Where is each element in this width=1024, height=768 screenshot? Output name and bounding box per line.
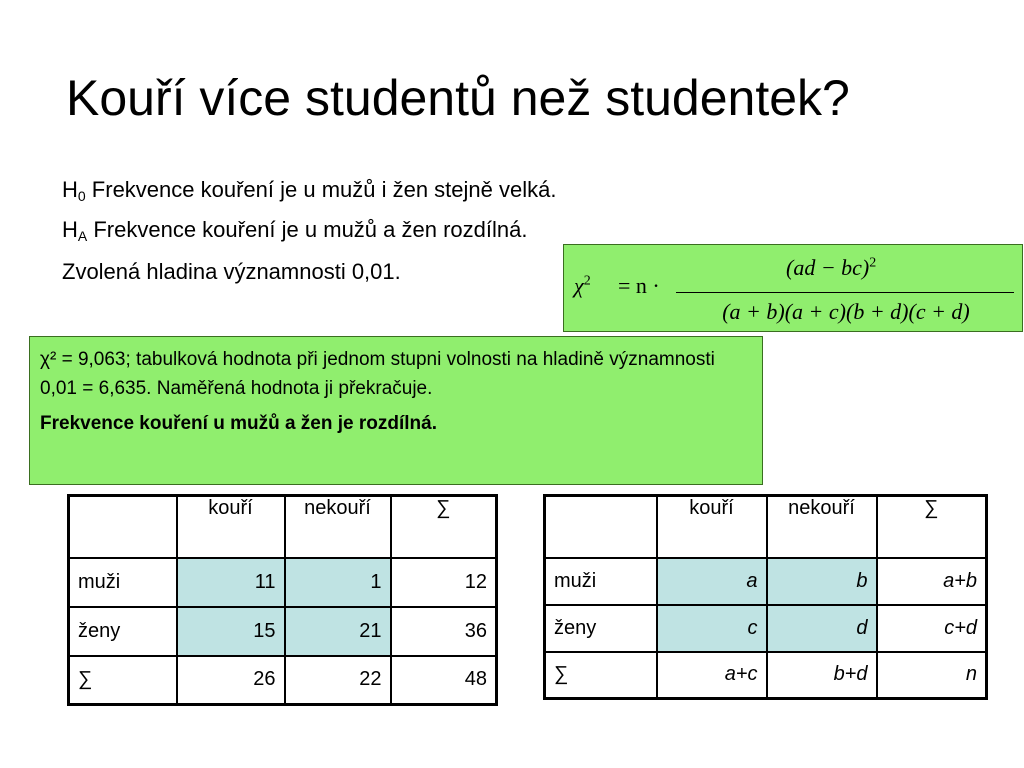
row-label: ženy xyxy=(69,607,177,656)
table-cell: b xyxy=(767,558,877,605)
table-header-cell xyxy=(69,496,177,558)
table-header-cell: ∑ xyxy=(391,496,497,558)
values-table xyxy=(67,494,498,706)
null-hypothesis xyxy=(62,176,556,210)
row-label: ∑ xyxy=(545,652,657,699)
table-header-row xyxy=(69,496,497,558)
table-header-cell: kouří xyxy=(177,496,285,558)
chi-square-formula xyxy=(563,244,1023,332)
table-cell: n xyxy=(877,652,987,699)
table-cell: 12 xyxy=(391,558,497,607)
table-cell: 22 xyxy=(285,656,391,705)
table-cell: b+d xyxy=(767,652,877,699)
table-row xyxy=(69,607,497,656)
result-box xyxy=(29,336,763,485)
formula-equals: = n · xyxy=(618,273,660,298)
table-header-cell: kouří xyxy=(657,496,767,558)
table-header-cell: nekouří xyxy=(767,496,877,558)
formula-denominator-text: (a + b)(a + c)(b + d)(c + d) xyxy=(722,299,970,324)
significance-level: Zvolená hladina významnosti 0,01. xyxy=(62,259,401,284)
table-header-cell: ∑ xyxy=(877,496,987,558)
row-label: muži xyxy=(545,558,657,605)
table-row xyxy=(545,558,987,605)
table-cell: a xyxy=(657,558,767,605)
slide-title: Kouří více studentů než studentek? xyxy=(66,70,850,126)
result-text: χ² = 9,063; tabulková hodnota při jednom stupni volnosti na hladině významnosti 0,01 = 6,635. Naměřená hodnota ji překračuje. xyxy=(40,349,715,399)
h0-subscript: 0 xyxy=(77,188,86,204)
formula-numerator xyxy=(786,255,876,281)
table-header-cell: nekouří xyxy=(285,496,391,558)
table-cell: 26 xyxy=(177,656,285,705)
formula-numerator-text: (ad − bc) xyxy=(786,255,870,280)
formula-denominator xyxy=(676,299,1016,325)
table-cell: c xyxy=(657,605,767,652)
row-label: ženy xyxy=(545,605,657,652)
table-row xyxy=(69,656,497,705)
h0-text: Frekvence kouření je u mužů i žen stejně velká. xyxy=(85,177,557,202)
table-header-row xyxy=(545,496,987,558)
table-cell: 48 xyxy=(391,656,497,705)
table-cell: 21 xyxy=(285,607,391,656)
row-label: ∑ xyxy=(69,656,177,705)
formula-fraction-bar xyxy=(676,292,1014,293)
table-row xyxy=(545,652,987,699)
table-cell: c+d xyxy=(877,605,987,652)
result-conclusion: Frekvence kouření u mužů a žen je rozdílná. xyxy=(40,413,437,434)
formula-chi-power: 2 xyxy=(583,273,591,289)
table-header-cell xyxy=(545,496,657,558)
table-cell: 36 xyxy=(391,607,497,656)
table-row xyxy=(69,558,497,607)
ha-subscript: A xyxy=(77,228,88,244)
table-cell: a+c xyxy=(657,652,767,699)
alternative-hypothesis xyxy=(62,216,527,250)
formula-numerator-power: 2 xyxy=(869,255,877,271)
table-row xyxy=(545,605,987,652)
formula-chi: χ xyxy=(574,273,584,298)
table-cell: 1 xyxy=(285,558,391,607)
symbols-table xyxy=(543,494,988,700)
h0-letter: H xyxy=(62,177,78,202)
ha-text: Frekvence kouření je u mužů a žen rozdílná. xyxy=(87,217,528,242)
table-cell: 15 xyxy=(177,607,285,656)
table-cell: a+b xyxy=(877,558,987,605)
table-cell: d xyxy=(767,605,877,652)
ha-letter: H xyxy=(62,217,78,242)
formula-lhs xyxy=(574,273,591,299)
row-label: muži xyxy=(69,558,177,607)
table-cell: 11 xyxy=(177,558,285,607)
